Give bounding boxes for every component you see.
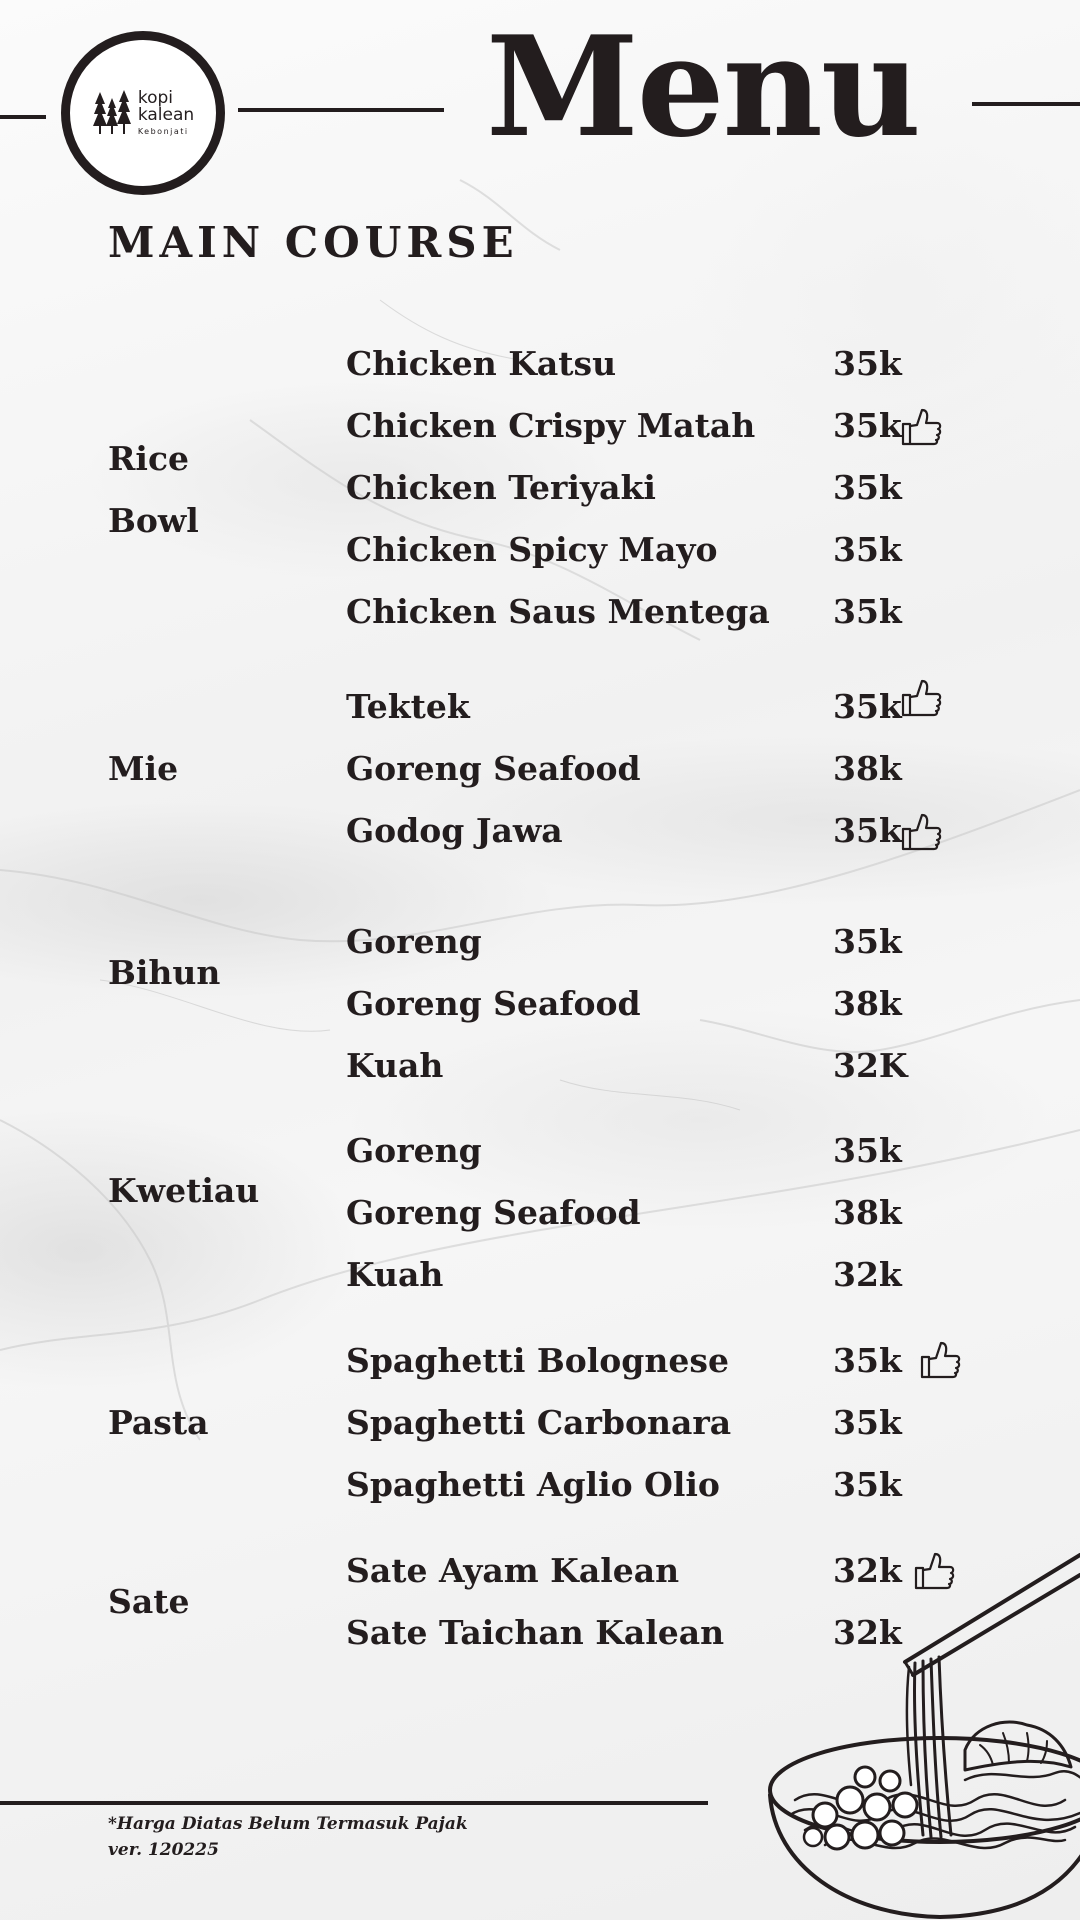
menu-item-price: 35k <box>833 1341 902 1380</box>
category-bihun: Bihun <box>108 953 221 992</box>
thumbs-up-icon <box>900 812 942 852</box>
menu-item-price: 32k <box>833 1551 902 1590</box>
menu-item-price: 35k <box>833 811 902 850</box>
logo-name-line1: kopi <box>137 88 173 108</box>
menu-item-name: Goreng <box>346 1131 482 1170</box>
thumbs-up-icon <box>900 407 942 447</box>
menu-item-name: Tektek <box>346 687 470 726</box>
menu-item-name: Godog Jawa <box>346 811 563 850</box>
menu-item-price: 35k <box>833 344 902 383</box>
menu-item-name: Spaghetti Carbonara <box>346 1403 732 1442</box>
category-label-line: Rice <box>108 439 190 478</box>
menu-item-name: Goreng Seafood <box>346 749 641 788</box>
category-rice-bowl <box>108 428 318 552</box>
kopi-kalean-logo <box>61 31 225 195</box>
menu-item-name: Kuah <box>346 1255 444 1294</box>
menu-item-price: 35k <box>833 530 902 569</box>
menu-item-price: 35k <box>833 1131 902 1170</box>
header-rule-left <box>0 115 46 119</box>
thumbs-up-icon <box>919 1340 961 1380</box>
menu-item-price: 35k <box>833 468 902 507</box>
tax-note: *Harga Diatas Belum Termasuk Pajak <box>108 1814 468 1834</box>
pine-trees-icon <box>92 88 132 138</box>
category-label-line: Bowl <box>108 501 199 540</box>
menu-item-name: Chicken Spicy Mayo <box>346 530 718 569</box>
menu-item-price: 35k <box>833 687 902 726</box>
category-sate: Sate <box>108 1582 190 1621</box>
menu-item-price: 35k <box>833 922 902 961</box>
menu-item-name: Chicken Teriyaki <box>346 468 656 507</box>
logo-text <box>138 90 194 136</box>
category-kwetiau: Kwetiau <box>108 1171 260 1210</box>
menu-item-name: Goreng Seafood <box>346 984 641 1023</box>
menu-item-name: Spaghetti Aglio Olio <box>346 1465 720 1504</box>
menu-item-name: Chicken Katsu <box>346 344 617 383</box>
menu-item-price: 38k <box>833 1193 902 1232</box>
menu-item-name: Kuah <box>346 1046 444 1085</box>
menu-item-name: Chicken Crispy Matah <box>346 406 756 445</box>
menu-item-price: 38k <box>833 749 902 788</box>
menu-item-name: Goreng <box>346 922 482 961</box>
category-mie: Mie <box>108 749 179 788</box>
logo-name-line2: kalean <box>137 105 195 125</box>
menu-item-price: 32K <box>833 1046 908 1085</box>
header-rule-middle <box>238 108 444 112</box>
header-rule-right <box>972 102 1080 106</box>
menu-item-name: Spaghetti Bolognese <box>346 1341 729 1380</box>
menu-item-name: Goreng Seafood <box>346 1193 641 1232</box>
footer-rule <box>0 1801 708 1805</box>
logo-location: Kebonjati <box>137 127 189 136</box>
menu-item-price: 32k <box>833 1255 902 1294</box>
version-label: ver. 120225 <box>108 1840 219 1860</box>
menu-item-price: 35k <box>833 592 902 631</box>
section-title: MAIN COURSE <box>108 218 519 267</box>
menu-item-name: Chicken Saus Mentega <box>346 592 770 631</box>
menu-item-price: 32k <box>833 1613 902 1652</box>
menu-item-price: 38k <box>833 984 902 1023</box>
menu-item-name: Sate Ayam Kalean <box>346 1551 680 1590</box>
menu-item-price: 35k <box>833 406 902 445</box>
menu-title: Menu <box>486 5 920 168</box>
thumbs-up-icon <box>900 678 942 718</box>
menu-item-price: 35k <box>833 1403 902 1442</box>
menu-item-price: 35k <box>833 1465 902 1504</box>
menu-item-name: Sate Taichan Kalean <box>346 1613 725 1652</box>
category-pasta: Pasta <box>108 1403 209 1442</box>
noodle-bowl-illustration <box>765 1545 1080 1920</box>
